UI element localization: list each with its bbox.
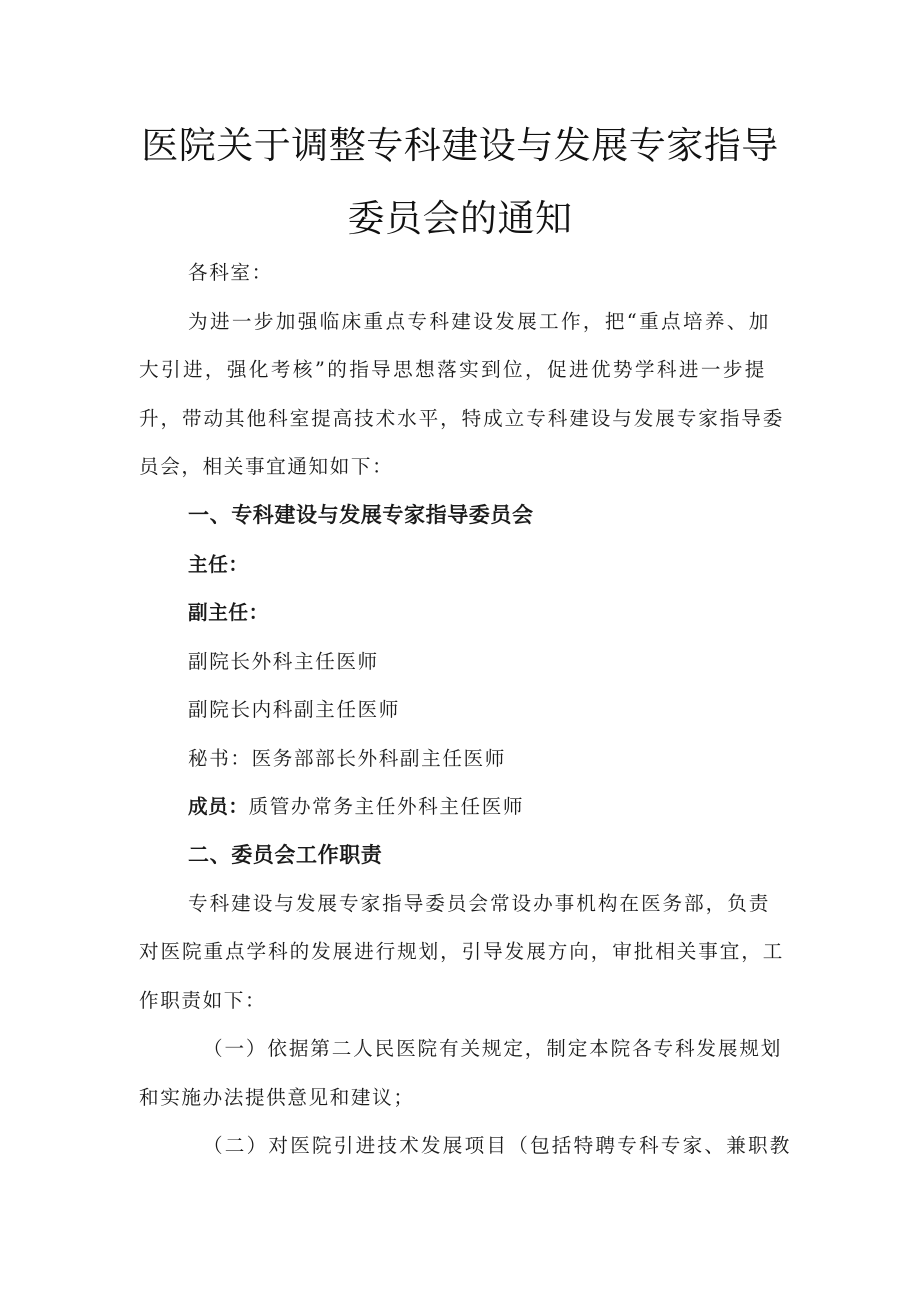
duties-intro-line-1: 专科建设与发展专家指导委员会常设办事机构在医务部，负责	[188, 892, 770, 915]
secretary: 秘书：医务部部长外科副主任医师	[188, 747, 506, 770]
vice-member-2: 副院长内科副主任医师	[188, 698, 400, 721]
members-label: 成员：	[188, 795, 249, 818]
members-text: 质管办常务主任外科主任医师	[248, 795, 525, 818]
intro-line-4: 员会，相关事宜通知如下：	[139, 455, 394, 478]
document-title-line-2: 委员会的通知	[347, 197, 573, 240]
intro-line-3: 升，带动其他科室提高技术水平，特成立专科建设与发展专家指导委	[139, 407, 784, 430]
duties-intro-line-2: 对医院重点学科的发展进行规划，引导发展方向，审批相关事宜，工	[139, 940, 784, 963]
duty-item-1-line-2: 和实施办法提供意见和建议；	[139, 1086, 415, 1109]
duty-item-2-line-1: （二）对医院引进技术发展项目（包括特聘专科专家、兼职教	[203, 1134, 791, 1157]
intro-line-2: 大引进，强化考核”的指导思想落实到位，促进优势学科进一步提	[139, 358, 766, 381]
document-title-line-1: 医院关于调整专科建设与发展专家指导	[141, 124, 779, 167]
members-line	[188, 792, 524, 822]
duties-intro-line-3: 作职责如下：	[139, 989, 267, 1012]
salutation: 各科室：	[188, 261, 273, 284]
vice-director-label: 副主任：	[188, 601, 269, 624]
section-2-heading: 二、委员会工作职责	[188, 843, 383, 867]
vice-member-1: 副院长外科主任医师	[188, 650, 379, 673]
section-1-heading: 一、专科建设与发展专家指导委员会	[188, 503, 534, 527]
intro-line-1: 为进一步加强临床重点专科建设发展工作，把“重点培养、加	[188, 310, 770, 333]
duty-item-1-line-1: （一）依据第二人民医院有关规定，制定本院各专科发展规划	[203, 1037, 782, 1060]
director-label: 主任：	[188, 553, 249, 576]
